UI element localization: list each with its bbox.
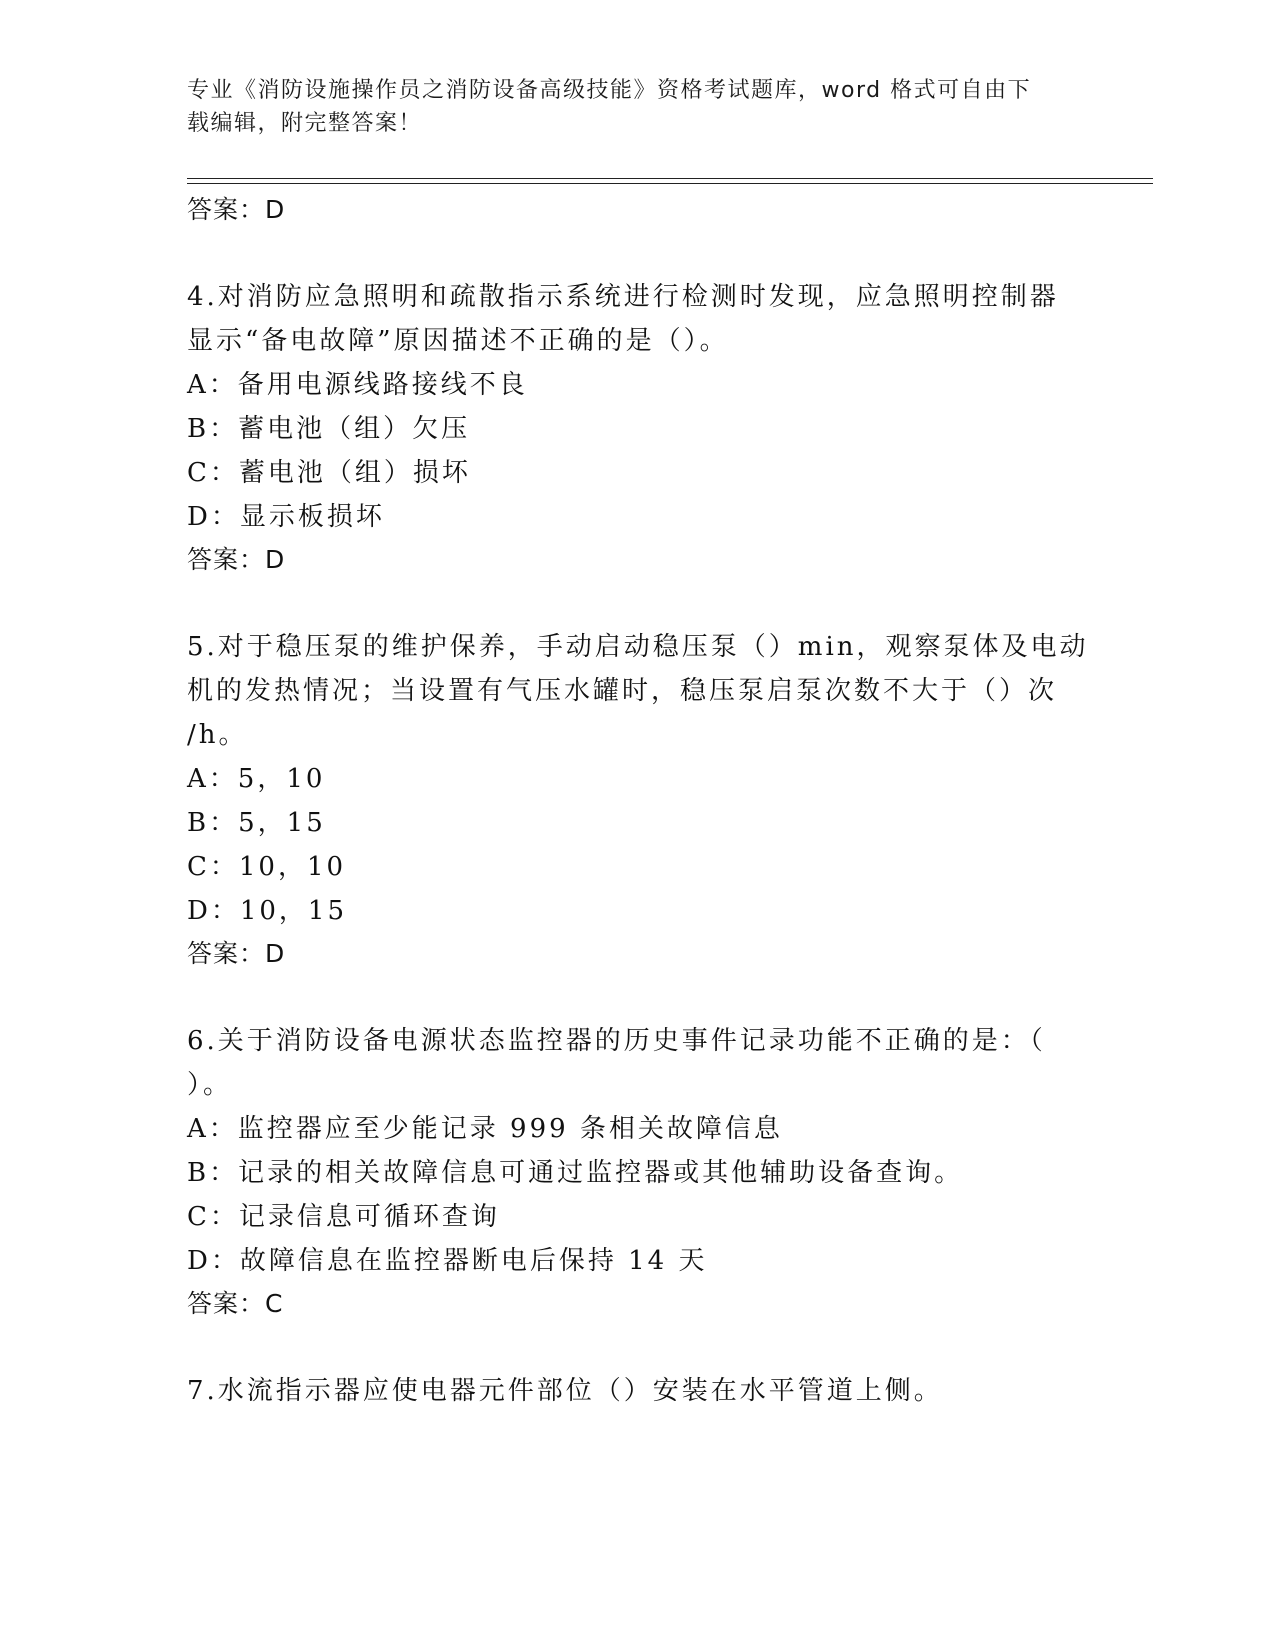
document-header: [187, 74, 1067, 140]
question-6-stem-line-2: ）。: [187, 1070, 233, 1100]
question-6-option-a: A：监控器应至少能记录 999 条相关故障信息: [187, 1114, 783, 1144]
question-6-option-c: C：记录信息可循环查询: [187, 1202, 500, 1232]
header-line-1: 专业《消防设施操作员之消防设备高级技能》资格考试题库，word 格式可自由下: [187, 78, 1032, 103]
answer-label: 答案：D: [187, 195, 286, 224]
question-6-option-b: B：记录的相关故障信息可通过监控器或其他辅助设备查询。: [187, 1158, 964, 1188]
question-5-option-c: C：10，10: [187, 852, 347, 882]
question-4-option-d: D：显示板损坏: [187, 502, 385, 532]
question-5-option-d: D：10，15: [187, 896, 348, 926]
question-5-stem-line-3: /h。: [187, 720, 248, 750]
question-5-stem-line-2: 机的发热情况；当设置有气压水罐时，稳压泵启泵次数不大于（）次: [187, 676, 1058, 706]
question-5-answer: 答案：D: [187, 939, 286, 968]
question-4-option-b: B：蓄电池（组）欠压: [187, 414, 471, 444]
question-5-stem-line-1: 5.对于稳压泵的维护保养，手动启动稳压泵（）min，观察泵体及电动: [187, 632, 1089, 662]
question-5-option-b: B：5，15: [187, 808, 326, 838]
header-divider-top: [187, 178, 1153, 179]
question-6-option-d: D：故障信息在监控器断电后保持 14 天: [187, 1246, 708, 1276]
question-4-stem-line-2: 显示“备电故障”原因描述不正确的是（）。: [187, 326, 729, 356]
question-5-option-a: A：5，10: [187, 764, 326, 794]
question-4-stem-line-1: 4.对消防应急照明和疏散指示系统进行检测时发现，应急照明控制器: [187, 282, 1059, 312]
question-6-answer: 答案：C: [187, 1289, 284, 1318]
header-line-2: 载编辑，附完整答案！: [187, 111, 423, 136]
header-divider-bottom: [187, 183, 1153, 184]
question-4-answer: 答案：D: [187, 545, 286, 574]
question-4-option-c: C：蓄电池（组）损坏: [187, 458, 471, 488]
question-4-option-a: A：备用电源线路接线不良: [187, 370, 528, 400]
question-6-stem-line-1: 6.关于消防设备电源状态监控器的历史事件记录功能不正确的是：（: [187, 1026, 1046, 1056]
question-7-stem-line-1: 7.水流指示器应使电器元件部位（）安装在水平管道上侧。: [187, 1376, 943, 1406]
